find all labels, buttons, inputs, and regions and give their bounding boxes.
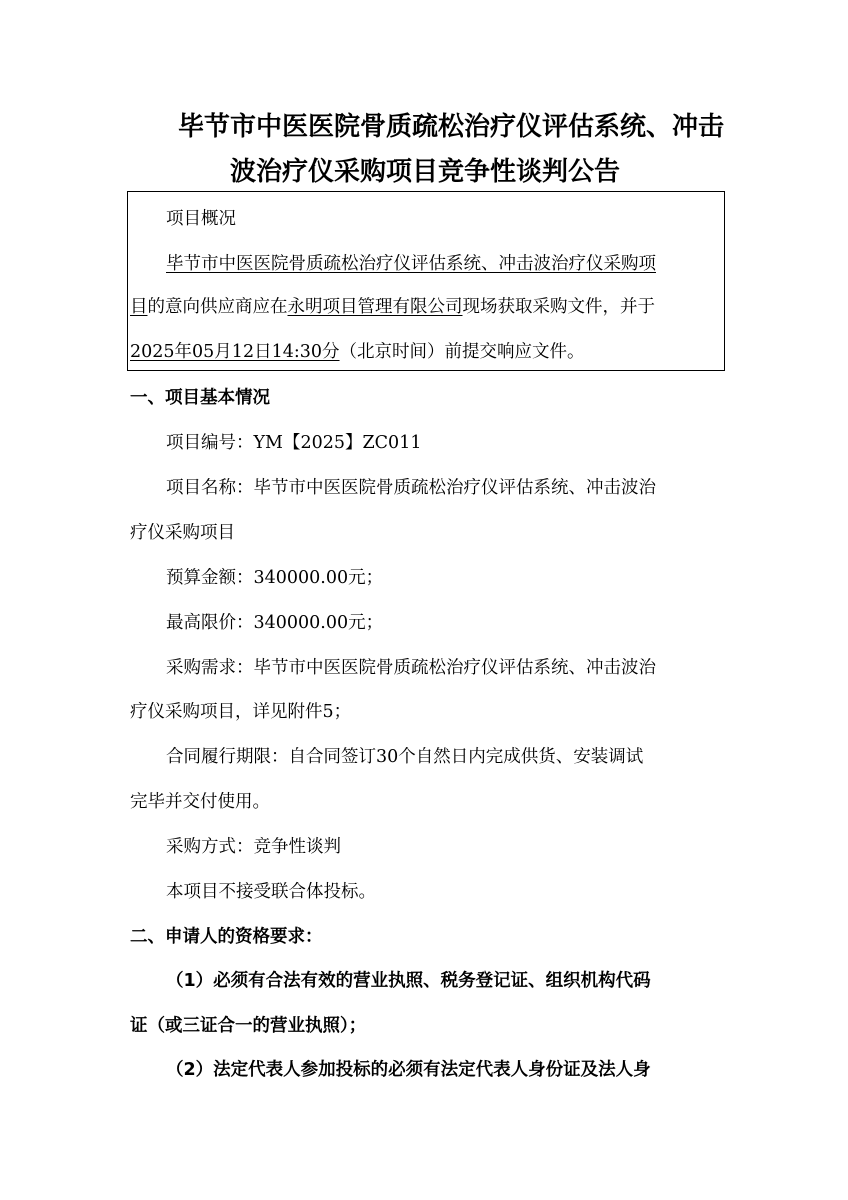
requirement-1-line-2: 证（或三证合一的营业执照）； — [130, 1016, 367, 1036]
overview-text-3: （北京时间）前提交响应文件。 — [339, 342, 585, 362]
title-line-2: 波治疗仪采购项目竞争性谈判公告 — [230, 157, 621, 187]
project-name-line-2: 疗仪采购项目 — [130, 523, 235, 543]
consortium-note: 本项目不接受联合体投标。 — [166, 882, 376, 902]
project-number: 项目编号：YM【2025】ZC011 — [166, 433, 422, 453]
overview-line-1 — [166, 252, 656, 276]
overview-line-3 — [130, 340, 585, 364]
overview-text-2: 现场获取采购文件，并于 — [462, 297, 655, 317]
overview-text-1: 的意向供应商应在 — [147, 297, 288, 317]
overview-project-name: 毕节市中医医院骨质疏松治疗仪评估系统、冲击波治疗仪采购项 — [166, 254, 656, 274]
budget-amount: 预算金额：340000.00元； — [166, 568, 384, 588]
section1-heading: 一、项目基本情况 — [130, 388, 270, 408]
contract-period-line-1: 合同履行期限：自合同签订30个自然日内完成供货、安装调试 — [166, 747, 644, 767]
overview-deadline: 2025年05月12日14:30分 — [130, 342, 340, 362]
requirement-2-line-1: （2）法定代表人参加投标的必须有法定代表人身份证及法人身 — [166, 1060, 651, 1080]
section2-heading: 二、申请人的资格要求： — [130, 927, 323, 947]
project-name-line-1: 项目名称：毕节市中医医院骨质疏松治疗仪评估系统、冲击波治 — [166, 478, 656, 498]
requirement-1-line-1: （1）必须有合法有效的营业执照、税务登记证、组织机构代码 — [166, 971, 651, 991]
overview-project-name-end: 目 — [130, 297, 148, 317]
title-line-1: 毕节市中医医院骨质疏松治疗仪评估系统、冲击 — [178, 112, 725, 142]
overview-line-2 — [130, 295, 655, 319]
max-price: 最高限价：340000.00元； — [166, 613, 384, 633]
overview-agency: 永明项目管理有限公司 — [287, 297, 463, 317]
procurement-demand-line-1: 采购需求：毕节市中医医院骨质疏松治疗仪评估系统、冲击波治 — [166, 658, 656, 678]
procurement-method: 采购方式：竞争性谈判 — [166, 837, 341, 857]
procurement-demand-line-2: 疗仪采购项目，详见附件5； — [130, 702, 352, 722]
contract-period-line-2: 完毕并交付使用。 — [130, 792, 270, 812]
overview-heading: 项目概况 — [166, 209, 236, 229]
